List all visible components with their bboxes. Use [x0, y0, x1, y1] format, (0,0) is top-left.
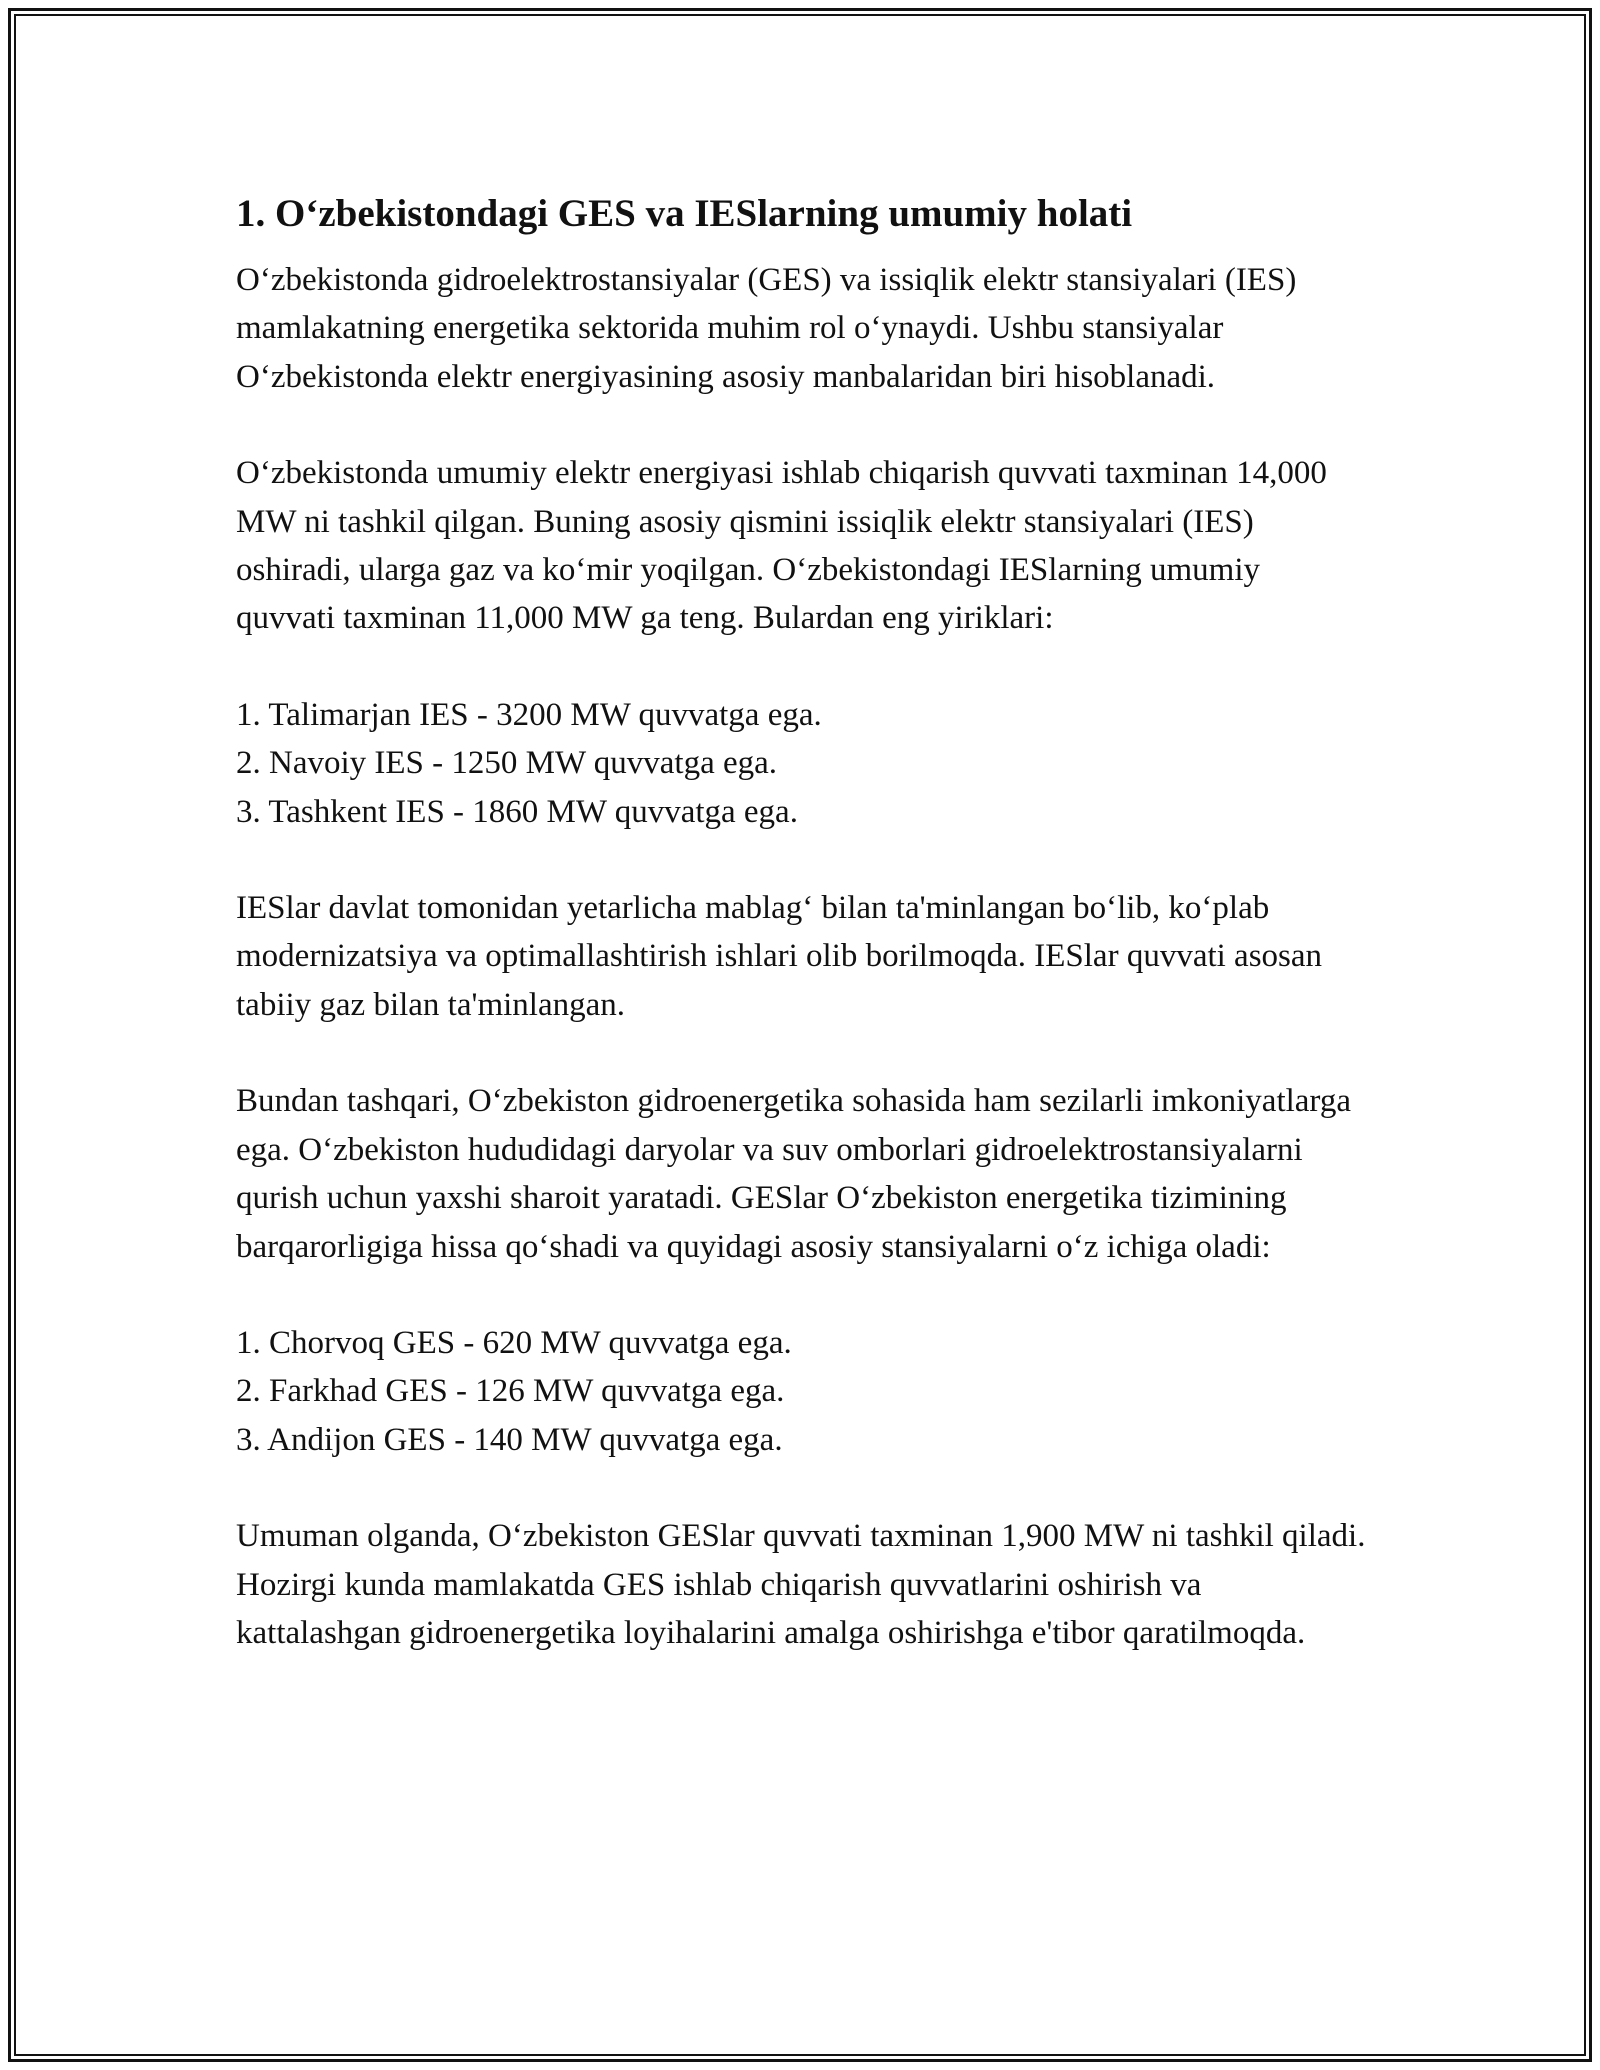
list-item: 3. Tashkent IES - 1860 MW quvvatga ega.	[236, 793, 798, 830]
ies-list	[236, 691, 1366, 836]
ges-list	[236, 1319, 1366, 1464]
list-item: 3. Andijon GES - 140 MW quvvatga ega.	[236, 1421, 783, 1458]
document-body	[236, 188, 1366, 1705]
list-item: 1. Talimarjan IES - 3200 MW quvvatga ega.	[236, 696, 822, 733]
list-item: 2. Navoiy IES - 1250 MW quvvatga ega.	[236, 745, 778, 782]
list-item: 2. Farkhad GES - 126 MW quvvatga ega.	[236, 1373, 785, 1410]
section-heading: 1. O‘zbekistondagi GES va IESlarning umumiy holati	[236, 192, 1133, 235]
paragraph-summary: Umuman olganda, O‘zbekiston GESlar quvvati taxminan 1,900 MW ni tashkil qiladi. Hozirgi kunda mamlakatda GES ishlab chiqarish quvvatlarini oshirish va kattalashgan gidroenergetika loyihalarini amalga oshirishga e'tibor qaratilmoqda.	[236, 1518, 1366, 1651]
list-item: 1. Chorvoq GES - 620 MW quvvatga ega.	[236, 1324, 792, 1361]
paragraph-capacity: O‘zbekistonda umumiy elektr energiyasi ishlab chiqarish quvvati taxminan 14,000 MW ni tashkil qilgan. Buning asosiy qismini issiqlik elektr stansiyalari (IES) oshiradi, ularga gaz va ko‘mir yoqilgan. O‘zbekistondagi IESlarning umumiy quvvati taxminan 11,000 MW ga teng. Bulardan eng yiriklari:	[236, 455, 1327, 637]
paragraph-ies-funding: IESlar davlat tomonidan yetarlicha mablag‘ bilan ta'minlangan bo‘lib, ko‘plab modernizatsiya va optimallashtirish ishlari olib borilmoqda. IESlar quvvati asosan tabiiy gaz bilan ta'minlangan.	[236, 890, 1323, 1023]
paragraph-hydro: Bundan tashqari, O‘zbekiston gidroenergetika sohasida ham sezilarli imkoniyatlarga ega. O‘zbekiston hududidagi daryolar va suv omborlari gidroelektrostansiyalarni qurish uchun yaxshi sharoit yaratadi. GESlar O‘zbekiston energetika tizimining barqarorligiga hissa qo‘shadi va quyidagi asosiy stansiyalarni o‘z ichiga oladi:	[236, 1083, 1351, 1265]
paragraph-intro: O‘zbekistonda gidroelektrostansiyalar (GES) va issiqlik elektr stansiyalari (IES) mamlakatning energetika sektorida muhim rol o‘ynaydi. Ushbu stansiyalar O‘zbekistonda elektr energiyasining asosiy manbalaridan biri hisoblanadi.	[236, 262, 1297, 395]
